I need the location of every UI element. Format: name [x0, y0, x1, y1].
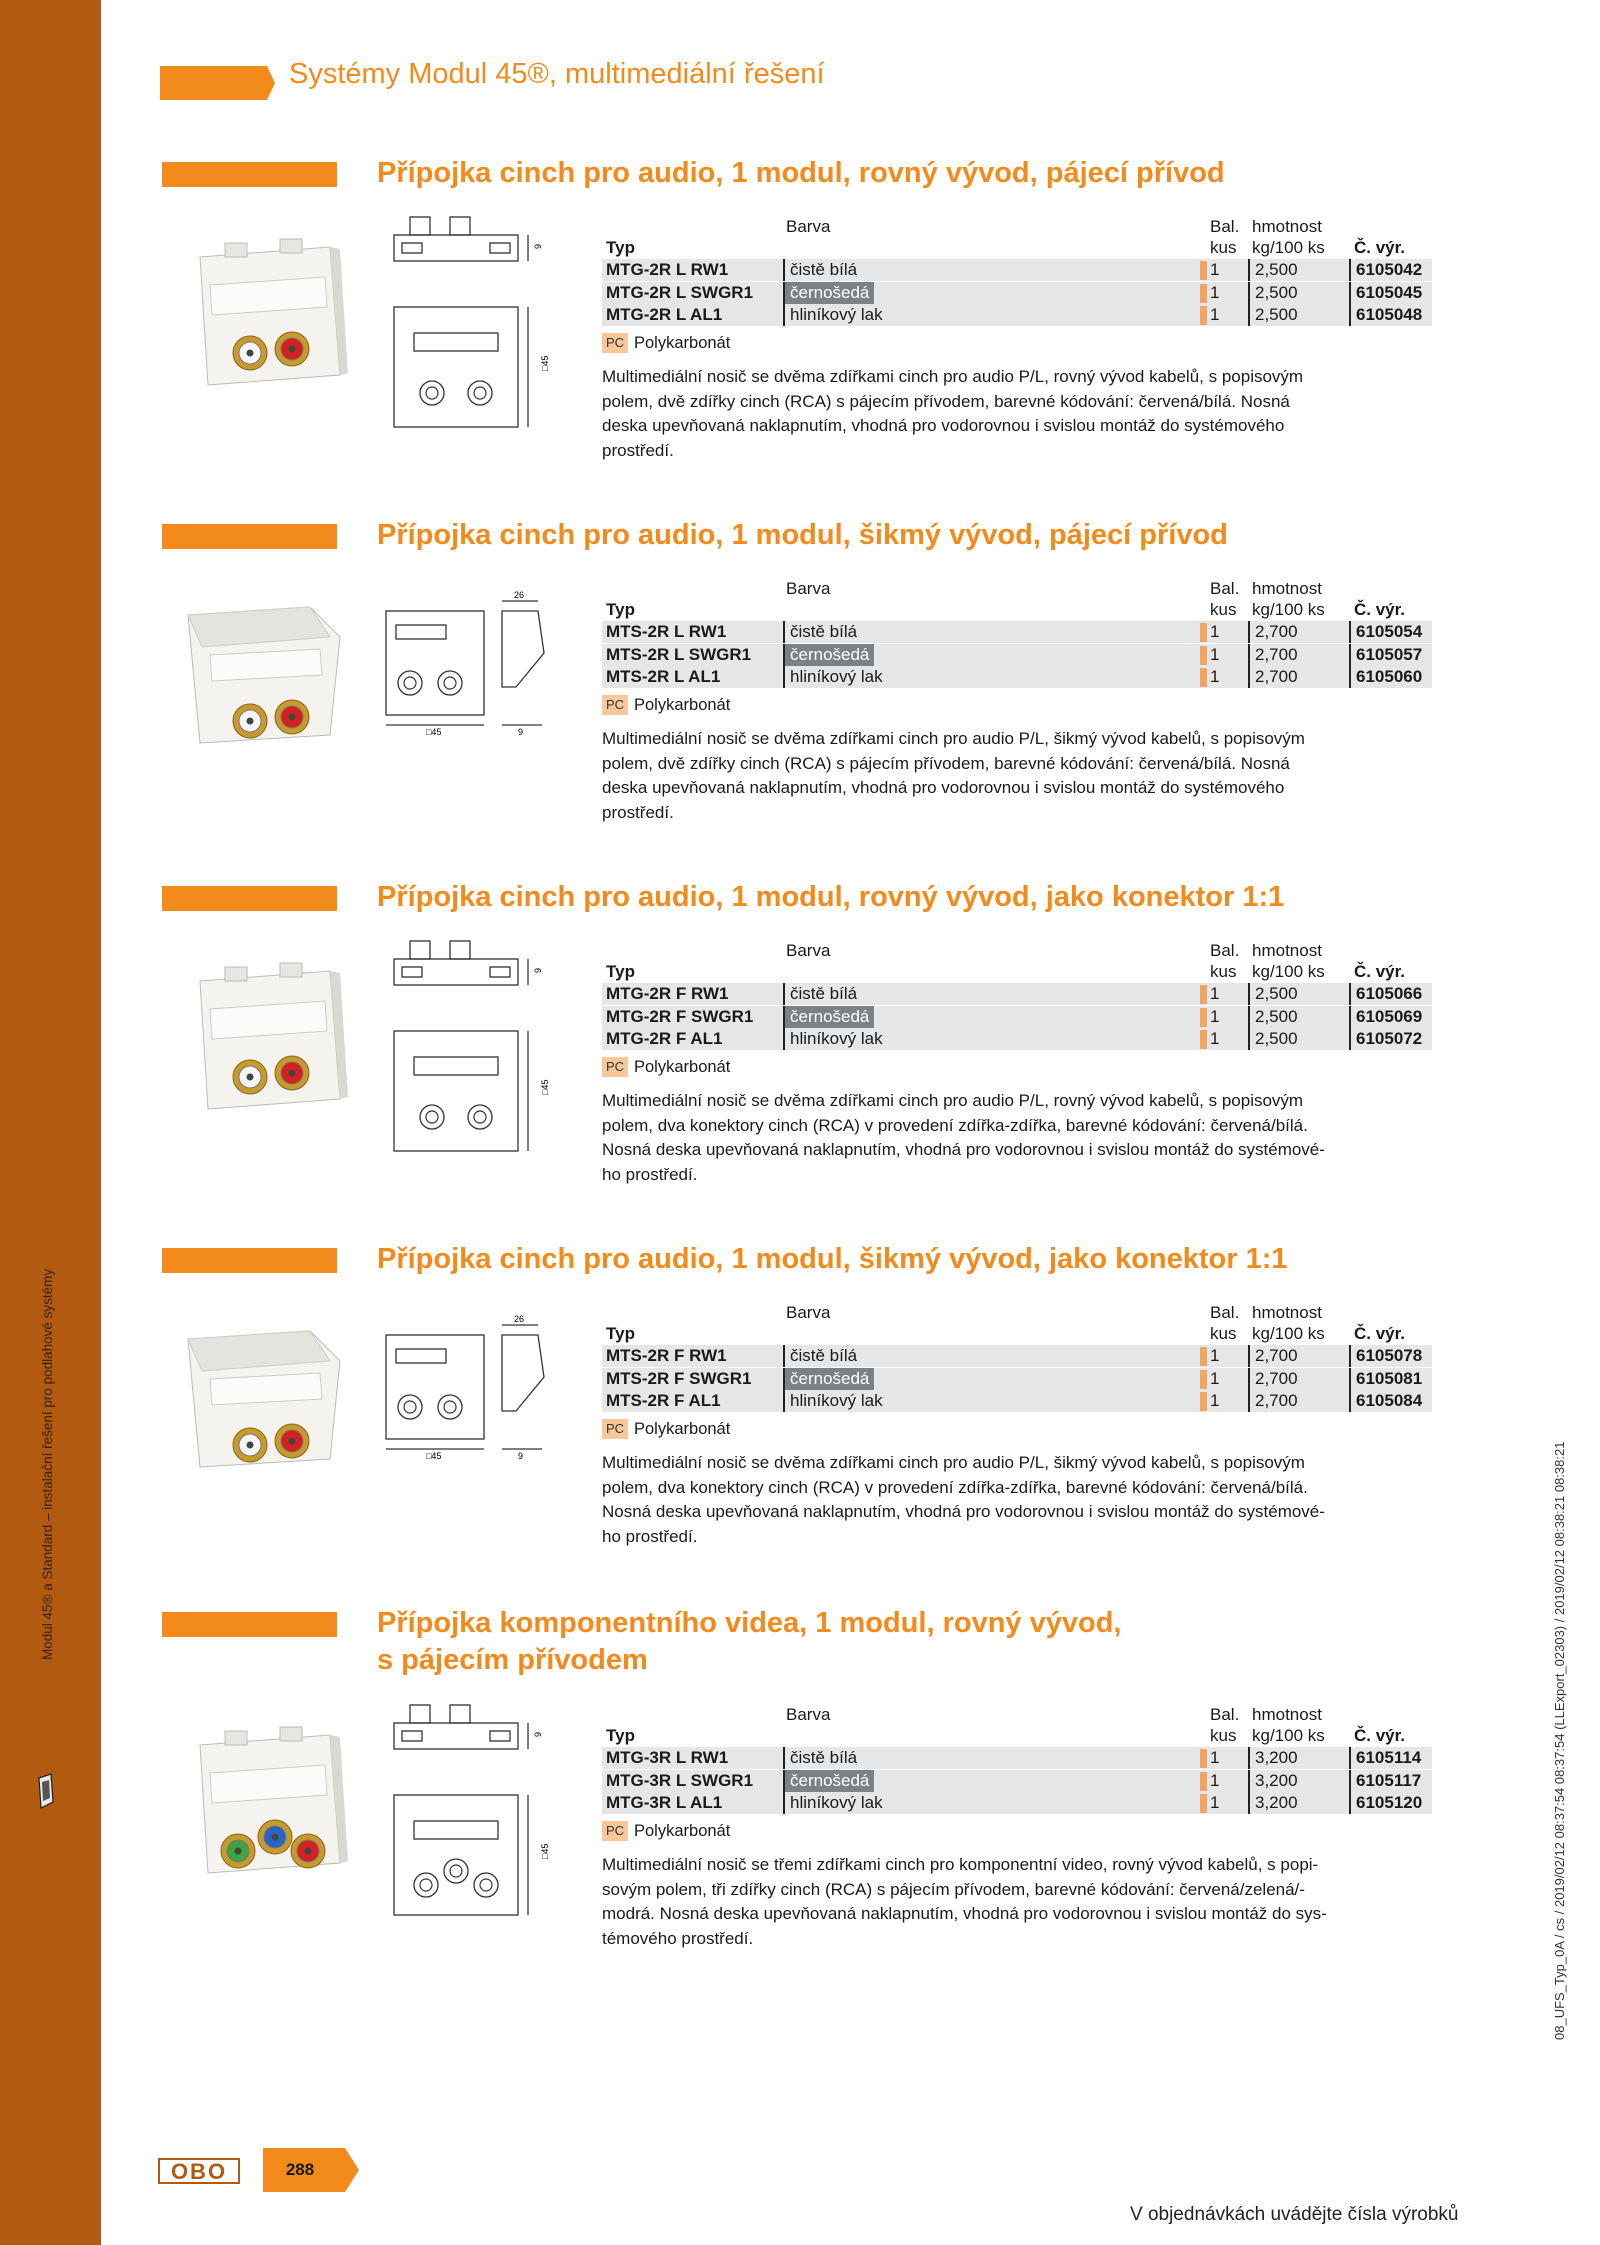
row-marker [1200, 284, 1207, 303]
row-marker [1200, 1030, 1207, 1049]
dim-label-9: 9 [533, 243, 543, 249]
cell-barva: černošedá [783, 644, 874, 666]
dim-label-45: □45 [426, 727, 442, 737]
cell-kus: 1 [1210, 1391, 1220, 1410]
cell-barva: černošedá [783, 1770, 874, 1792]
material-badge: PC [602, 1821, 628, 1841]
cell-cvyr: 6105114 [1349, 1747, 1421, 1769]
dim-label-26: 26 [514, 1314, 525, 1324]
header-bal: Bal. [1210, 941, 1240, 960]
table-row [602, 1390, 1432, 1412]
header-typ: Typ [606, 1726, 635, 1745]
product-description [602, 1853, 1432, 1951]
header-kus: kus [1210, 600, 1237, 619]
header-kus: kus [1210, 238, 1237, 257]
table-row [602, 1368, 1432, 1390]
cell-kus: 1 [1210, 622, 1220, 641]
description-line: Multimediální nosič se dvěma zdířkami cinch pro audio P/L, šikmý vývod kabelů, s popisovým [602, 1453, 1305, 1472]
sidebar-text: Modul 45® a Standard – instalační řešení pro podlahové systémy [40, 1268, 55, 1660]
header-cvyr: Č. výr. [1354, 238, 1406, 257]
section-accent-bar [162, 162, 337, 187]
cell-kg: 2,500 [1248, 1006, 1298, 1028]
page-title: Systémy Modul 45®, multimediální řešení [289, 58, 825, 90]
header-kg: kg/100 ks [1252, 1726, 1325, 1745]
description-line: polem, dva konektory cinch (RCA) v provedení zdířka-zdířka, barevné kódování: červená/bílá. [602, 1477, 1308, 1497]
technical-drawing [382, 589, 572, 739]
header-typ: Typ [606, 600, 635, 619]
row-marker [1200, 1772, 1207, 1791]
cell-typ: MTG-2R F SWGR1 [606, 1006, 754, 1026]
left-sidebar [0, 0, 101, 2245]
product-description [602, 727, 1432, 825]
cell-typ: MTG-2R L AL1 [606, 305, 723, 324]
cell-typ: MTG-3R L SWGR1 [606, 1770, 754, 1790]
dim-label-9: 9 [533, 967, 543, 973]
cell-kus: 1 [1210, 1029, 1220, 1048]
export-meta: 08_UFS_Typ_0A / cs / 2019/02/12 08:37:54 08:37:54 (LLExport_02303) / 2019/02/12 08:38:21 08:38:21 [1552, 1441, 1567, 2040]
section-accent-bar [162, 886, 337, 911]
cell-barva: čistě bílá [783, 1747, 862, 1769]
section-accent-bar [162, 524, 337, 549]
table-row [602, 1747, 1432, 1769]
cell-barva: čistě bílá [783, 983, 862, 1005]
cell-kg: 2,500 [1248, 304, 1298, 326]
header-cvyr: Č. výr. [1354, 962, 1406, 981]
description-line: ho prostředí. [602, 1164, 698, 1184]
cell-typ: MTS-2R L AL1 [606, 667, 721, 686]
product-description [602, 1451, 1432, 1549]
cell-barva: hliníkový lak [783, 1028, 888, 1050]
product-description [602, 365, 1432, 463]
table-row [602, 304, 1432, 326]
product-photo [180, 1723, 350, 1883]
header-cvyr: Č. výr. [1354, 1324, 1406, 1343]
cell-barva: hliníkový lak [783, 1390, 888, 1412]
header-hmotnost: hmotnost [1252, 217, 1322, 236]
cell-kg: 2,500 [1248, 259, 1298, 281]
section-title [377, 517, 1228, 554]
dim-label-26: 26 [514, 590, 525, 600]
cell-cvyr: 6105045 [1349, 282, 1422, 304]
dim-label-9: 9 [518, 1451, 524, 1461]
svg-text:OBO: OBO [170, 2159, 228, 2184]
cell-kg: 2,700 [1248, 621, 1298, 643]
material-badge: PC [602, 1057, 628, 1077]
cell-kg: 3,200 [1248, 1747, 1298, 1769]
header-kus: kus [1210, 1726, 1237, 1745]
header-barva: Barva [786, 1705, 831, 1724]
row-marker [1200, 1794, 1207, 1813]
description-line: Nosná deska upevňovaná naklapnutím, vhodná pro vodorovnou i svislou montáž do systémové- [602, 1502, 1325, 1521]
material-badge: PC [602, 695, 628, 715]
product-photo [180, 235, 350, 395]
header-typ: Typ [606, 238, 635, 257]
cell-kus: 1 [1210, 1748, 1220, 1767]
row-marker [1200, 623, 1207, 642]
cell-cvyr: 6105042 [1349, 259, 1422, 281]
cell-cvyr: 6105048 [1349, 304, 1422, 326]
cell-cvyr: 6105060 [1349, 666, 1422, 688]
dim-label-45: □45 [540, 1843, 550, 1859]
row-marker [1200, 1347, 1207, 1366]
cell-kus: 1 [1210, 1006, 1220, 1026]
row-marker [1200, 261, 1207, 280]
cell-typ: MTS-2R L SWGR1 [606, 644, 752, 664]
table-row [602, 1006, 1432, 1028]
cell-cvyr: 6105078 [1349, 1345, 1422, 1367]
cell-barva: černošedá [783, 1368, 874, 1390]
description-line: ho prostředí. [602, 1526, 698, 1546]
material-badge: PC [602, 333, 628, 353]
section-title-line: Přípojka cinch pro audio, 1 modul, šikmý vývod, jako konektor 1:1 [377, 1243, 1288, 1275]
cell-typ: MTS-2R F AL1 [606, 1391, 721, 1410]
description-line: Multimediální nosič se dvěma zdířkami cinch pro audio P/L, šikmý vývod kabelů, s popisovým [602, 729, 1305, 748]
cell-barva: hliníkový lak [783, 1792, 888, 1814]
floor-box-icon [37, 1774, 55, 1808]
description-line: prostředí. [602, 802, 674, 822]
description-line: polem, dvě zdířky cinch (RCA) s pájecím přívodem, barevné kódování: červená/bílá. Nosná [602, 753, 1290, 773]
cell-kus: 1 [1210, 305, 1220, 324]
row-marker [1200, 668, 1207, 687]
description-line: sovým polem, tři zdířky cinch (RCA) s pájecím přívodem, barevné kódování: červená/zelená/- [602, 1879, 1305, 1899]
header-kg: kg/100 ks [1252, 1324, 1325, 1343]
table-row [602, 1028, 1432, 1050]
cell-barva: čistě bílá [783, 621, 862, 643]
header-bal: Bal. [1210, 1705, 1240, 1724]
cell-kg: 3,200 [1248, 1792, 1298, 1814]
description-line: Multimediální nosič se třemi zdířkami cinch pro komponentní video, rovný vývod kabelů, s popi- [602, 1855, 1319, 1874]
row-marker [1200, 1392, 1207, 1411]
footer-note: V objednávkách uvádějte čísla výrobků [1130, 2204, 1459, 2225]
cell-kus: 1 [1210, 282, 1220, 302]
cell-barva: čistě bílá [783, 1345, 862, 1367]
material-label: Polykarbonát [634, 1420, 731, 1438]
description-line: deska upevňovaná naklapnutím, vhodná pro vodorovnou i svislou montáž do systémového [602, 778, 1285, 797]
header-hmotnost: hmotnost [1252, 1303, 1322, 1322]
header-barva: Barva [786, 579, 831, 598]
header-typ: Typ [606, 1324, 635, 1343]
row-marker [1200, 306, 1207, 325]
material-line [602, 1419, 1432, 1441]
cell-kg: 2,500 [1248, 282, 1298, 304]
section-title [377, 155, 1225, 192]
header-kg: kg/100 ks [1252, 238, 1325, 257]
table-row [602, 259, 1432, 281]
product-photo [180, 959, 350, 1119]
cell-barva: černošedá [783, 1006, 874, 1028]
header-barva: Barva [786, 941, 831, 960]
cell-cvyr: 6105072 [1349, 1028, 1422, 1050]
description-line: prostředí. [602, 440, 674, 460]
header-bal: Bal. [1210, 579, 1240, 598]
description-line: Multimediální nosič se dvěma zdířkami cinch pro audio P/L, rovný vývod kabelů, s popisovým [602, 367, 1304, 386]
header-barva: Barva [786, 1303, 831, 1322]
section-title-line: Přípojka cinch pro audio, 1 modul, rovný vývod, jako konektor 1:1 [377, 881, 1285, 913]
cell-kg: 2,500 [1248, 1028, 1298, 1050]
cell-kg: 3,200 [1248, 1770, 1298, 1792]
header-cvyr: Č. výr. [1354, 1726, 1406, 1745]
technical-drawing [392, 1703, 550, 1918]
cell-typ: MTS-2R F SWGR1 [606, 1368, 752, 1388]
cell-kg: 2,700 [1248, 1368, 1298, 1390]
technical-drawing [392, 939, 550, 1154]
header-barva: Barva [786, 217, 831, 236]
page-number: 288 [285, 2160, 315, 2179]
section-title [377, 1605, 1121, 1679]
table-row [602, 1770, 1432, 1792]
header-kg: kg/100 ks [1252, 962, 1325, 981]
cell-cvyr: 6105120 [1349, 1792, 1422, 1814]
cell-cvyr: 6105057 [1349, 644, 1422, 666]
dim-label-9: 9 [533, 1731, 543, 1737]
header-typ: Typ [606, 962, 635, 981]
header-hmotnost: hmotnost [1252, 1705, 1322, 1724]
section-title-line: Přípojka cinch pro audio, 1 modul, rovný vývod, pájecí přívod [377, 157, 1225, 189]
cell-typ: MTG-2R L SWGR1 [606, 282, 754, 302]
table-row [602, 1792, 1432, 1814]
obo-logo [158, 2157, 240, 2185]
header-bal: Bal. [1210, 217, 1240, 236]
row-marker [1200, 985, 1207, 1004]
cell-kus: 1 [1210, 1770, 1220, 1790]
cell-cvyr: 6105069 [1349, 1006, 1422, 1028]
material-line [602, 1057, 1432, 1079]
section-title-line: Přípojka cinch pro audio, 1 modul, šikmý vývod, pájecí přívod [377, 519, 1228, 551]
material-label: Polykarbonát [634, 1058, 731, 1076]
description-line: témového prostředí. [602, 1928, 754, 1948]
header-bal: Bal. [1210, 1303, 1240, 1322]
cell-kg: 2,700 [1248, 644, 1298, 666]
cell-kus: 1 [1210, 1793, 1220, 1812]
cell-barva: hliníkový lak [783, 666, 888, 688]
section-title [377, 1241, 1288, 1278]
product-photo [180, 1321, 350, 1481]
material-line [602, 333, 1432, 355]
cell-kg: 2,700 [1248, 1390, 1298, 1412]
technical-drawing [392, 215, 550, 430]
cell-kg: 2,700 [1248, 666, 1298, 688]
cell-typ: MTG-3R L RW1 [606, 1748, 729, 1767]
header-kg: kg/100 ks [1252, 600, 1325, 619]
dim-label-45: □45 [540, 1079, 550, 1095]
row-marker [1200, 1370, 1207, 1389]
description-line: polem, dva konektory cinch (RCA) v provedení zdířka-zdířka, barevné kódování: červená/bílá. [602, 1115, 1308, 1135]
material-label: Polykarbonát [634, 334, 731, 352]
cell-kus: 1 [1210, 667, 1220, 686]
section-title-line-2: s pájecím přívodem [377, 1644, 648, 1676]
table-row [602, 282, 1432, 304]
cell-cvyr: 6105054 [1349, 621, 1422, 643]
description-line: Nosná deska upevňovaná naklapnutím, vhodná pro vodorovnou i svislou montáž do systémové- [602, 1140, 1325, 1159]
row-marker [1200, 646, 1207, 665]
cell-kus: 1 [1210, 260, 1220, 279]
row-marker [1200, 1008, 1207, 1027]
table-row [602, 666, 1432, 688]
section-title-line: Přípojka komponentního videa, 1 modul, rovný vývod, [377, 1607, 1122, 1639]
description-line: deska upevňovaná naklapnutím, vhodná pro vodorovnou i svislou montáž do systémového [602, 416, 1285, 435]
material-label: Polykarbonát [634, 1822, 731, 1840]
cell-typ: MTS-2R F RW1 [606, 1346, 727, 1365]
dim-label-45: □45 [540, 355, 550, 371]
material-badge: PC [602, 1419, 628, 1439]
cell-typ: MTG-2R L RW1 [606, 260, 729, 279]
cell-kus: 1 [1210, 1368, 1220, 1388]
header-cvyr: Č. výr. [1354, 600, 1406, 619]
technical-drawing [382, 1313, 572, 1463]
section-accent-bar [162, 1612, 337, 1637]
cell-kg: 2,700 [1248, 1345, 1298, 1367]
material-line [602, 1821, 1432, 1843]
header-hmotnost: hmotnost [1252, 579, 1322, 598]
product-description [602, 1089, 1432, 1187]
description-line: polem, dvě zdířky cinch (RCA) s pájecím přívodem, barevné kódování: červená/bílá. Nosná [602, 391, 1290, 411]
dim-label-9: 9 [518, 727, 524, 737]
cell-barva: černošedá [783, 282, 874, 304]
cell-kg: 2,500 [1248, 983, 1298, 1005]
cell-cvyr: 6105081 [1349, 1368, 1422, 1390]
section-accent-bar [162, 1248, 337, 1273]
header-arrow-icon [160, 66, 275, 100]
header-kus: kus [1210, 1324, 1237, 1343]
section-title [377, 879, 1284, 916]
material-line [602, 695, 1432, 717]
cell-cvyr: 6105117 [1349, 1770, 1421, 1792]
dim-label-45: □45 [426, 1451, 442, 1461]
material-label: Polykarbonát [634, 696, 731, 714]
cell-cvyr: 6105084 [1349, 1390, 1422, 1412]
cell-typ: MTS-2R L RW1 [606, 622, 727, 641]
table-row [602, 983, 1432, 1005]
table-row [602, 644, 1432, 666]
cell-cvyr: 6105066 [1349, 983, 1422, 1005]
row-marker [1200, 1749, 1207, 1768]
cell-kus: 1 [1210, 984, 1220, 1003]
table-row [602, 1345, 1432, 1367]
description-line: modrá. Nosná deska upevňovaná naklapnutím, vhodná pro vodorovnou i svislou montáž do sys- [602, 1904, 1327, 1923]
header-hmotnost: hmotnost [1252, 941, 1322, 960]
description-line: Multimediální nosič se dvěma zdířkami cinch pro audio P/L, rovný vývod kabelů, s popisovým [602, 1091, 1304, 1110]
table-row [602, 621, 1432, 643]
cell-barva: hliníkový lak [783, 304, 888, 326]
header-kus: kus [1210, 962, 1237, 981]
cell-kus: 1 [1210, 644, 1220, 664]
cell-kus: 1 [1210, 1346, 1220, 1365]
product-photo [180, 597, 350, 757]
cell-barva: čistě bílá [783, 259, 862, 281]
cell-typ: MTG-3R L AL1 [606, 1793, 723, 1812]
cell-typ: MTG-2R F RW1 [606, 984, 729, 1003]
cell-typ: MTG-2R F AL1 [606, 1029, 723, 1048]
